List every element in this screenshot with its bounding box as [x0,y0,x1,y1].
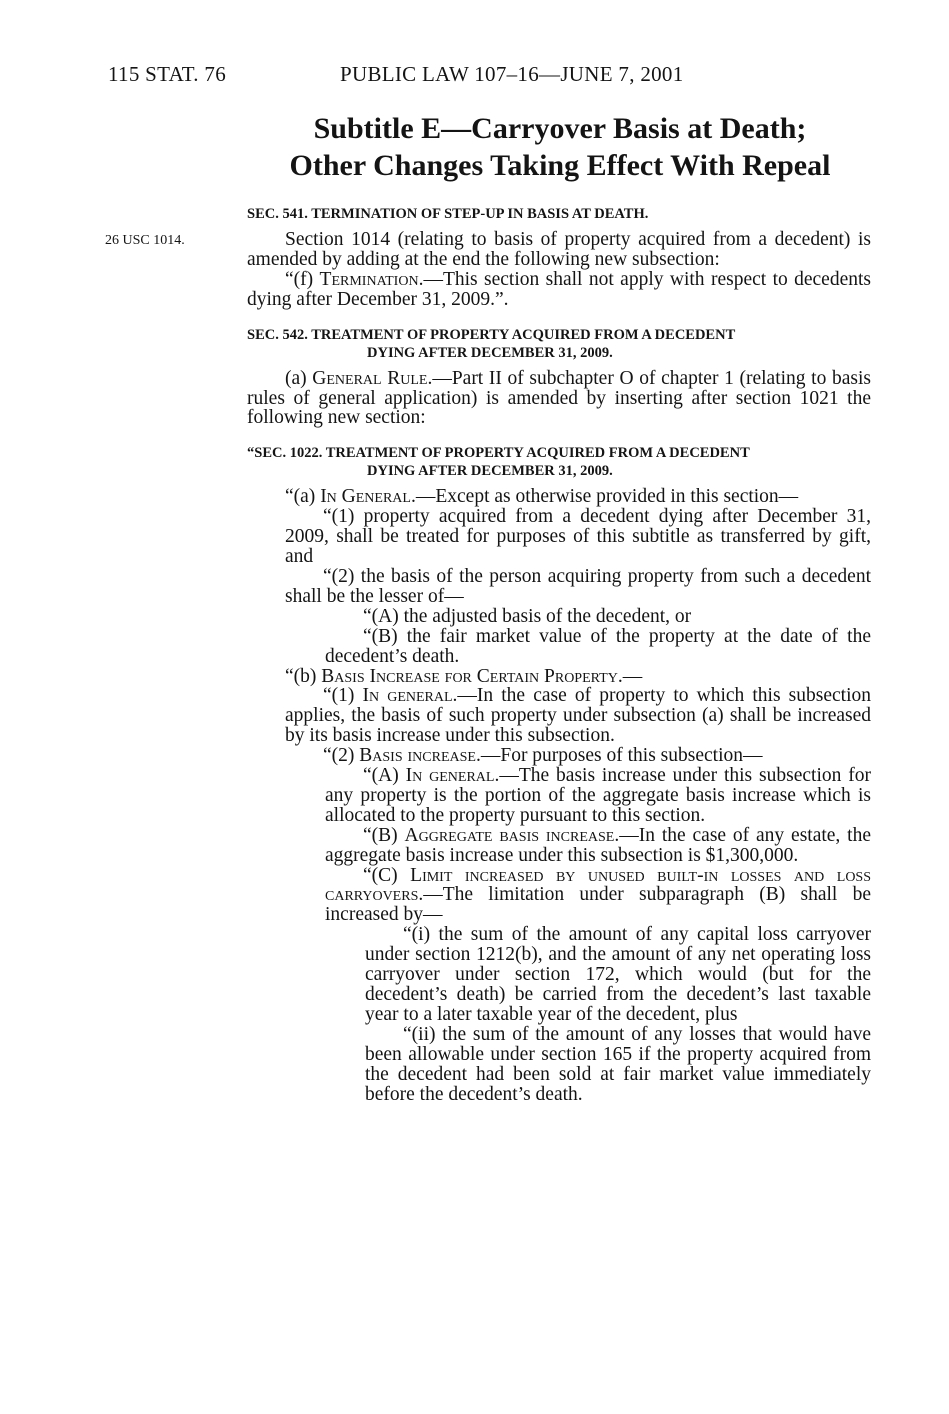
sec-1022-a-paragraph-2: “(2) the basis of the person acquiring property from such a decedent shall be the lesser of— [285,565,871,607]
sec-1022-heading [247,444,871,480]
b2B-text: .—In the case of any estate, the aggregate basis increase under this subsection is $1,300,000. [325,824,871,866]
subsection-f-prefix: “(f) [285,268,320,290]
b2B-heading: Aggregate basis increase [404,824,615,846]
b1-prefix: “(1) [323,685,363,707]
subtitle-line-1: Subtitle E—Carryover Basis at Death; [313,112,807,145]
sec-1022-b2C-clause-ii: “(ii) the sum of the amount of any losses that would have been allowable under section 165 if the property acquired from the decedent had been sold at fair market value immediately before the decedent’s death. [365,1023,871,1105]
subtitle-heading [240,110,880,184]
sec-1022-subsection-b [247,667,871,687]
sec-541-subsection-f [247,270,871,310]
b2B-prefix: “(B) [363,824,405,846]
sec-1022-a-text: .—Except as otherwise provided in this section— [410,486,799,508]
margin-note-usc: 26 USC 1014. [105,233,185,248]
sec-542-heading [247,326,871,362]
b2-heading: Basis increase [359,745,476,767]
b2A-prefix: “(A) [363,765,406,787]
sec-1022-b-paragraph-1 [247,686,871,746]
sec-541-paragraph: Section 1014 (relating to basis of property acquired from a decedent) is amended by adding at the end the following new subsection: [247,229,871,270]
sec-1022-b2-subparagraph-B [247,826,871,866]
sec-1022-a-heading: In General [320,486,411,508]
sec-1022-b2-subparagraph-C [247,866,871,926]
sec-1022-subsection-a [247,487,871,507]
sec-542-a-text: .—Part II of subchapter O of chapter 1 (relating to basis rules of general application) is amended by inserting after section 1021 the following new section: [247,367,871,429]
sec-542-heading-line-2: DYING AFTER DECEMBER 31, 2009. [367,344,613,361]
sec-542-a-heading: General Rule [312,367,428,389]
sec-1022-b-paragraph-2 [247,746,871,766]
document-body [247,205,871,1104]
sec-1022-heading-line-1: “SEC. 1022. TREATMENT OF PROPERTY ACQUIRED FROM A DECEDENT [247,445,750,462]
sec-1022-heading-line-2: DYING AFTER DECEMBER 31, 2009. [367,463,613,480]
sec-1022-b2C-clause-i: “(i) the sum of the amount of any capital loss carryover under section 1212(b), and the amount of any net operating loss carryover under section 172, which would (but for the decedent’s death) be carried from the decedent’s last taxable year to a later taxable year of the decedent, plus [365,924,871,1025]
b2C-prefix: “(C) [363,864,411,886]
sec-542-subsection-a [247,369,871,429]
sec-1022-b-prefix: “(b) [285,665,322,687]
stat-page-number: 115 STAT. 76 [108,62,227,86]
sec-542-heading-line-1: SEC. 542. TREATMENT OF PROPERTY ACQUIRED FROM A DECEDENT [247,326,736,343]
b2C-text: .—The limitation under subparagraph (B) shall be increased by— [325,884,871,926]
subsection-f-heading: Termination [319,268,419,290]
sec-541-heading: SEC. 541. TERMINATION OF STEP-UP IN BASIS AT DEATH. [247,206,649,222]
b2A-heading: In general [405,765,495,787]
b2-text: .—For purposes of this subsection— [475,745,763,767]
b2A-text: .—The basis increase under this subsection for any property is the portion of the aggregate basis increase which is allocated to the property pursuant to this section. [325,765,871,826]
sec-1022-a-subparagraph-B: “(B) the fair market value of the property at the date of the decedent’s death. [325,625,871,667]
b1-text: .—In the case of property to which this subsection applies, the basis of such property under subsection (a) shall be increased by its basis increase under this subsection. [285,685,871,747]
sec-1022-a-prefix: “(a) [285,486,321,508]
sec-1022-b-text: .— [617,665,643,687]
sec-1022-a-paragraph-1: “(1) property acquired from a decedent dying after December 31, 2009, shall be treated for purposes of this subtitle as transferred by gift, and [285,506,871,568]
sec-542-a-prefix: (a) [285,367,313,389]
sec-1022-a-subparagraph-A: “(A) the adjusted basis of the decedent, or [363,605,692,627]
subtitle-line-2: Other Changes Taking Effect With Repeal [289,149,831,182]
sec-1022-b2-subparagraph-A [247,766,871,826]
public-law-header: PUBLIC LAW 107–16—JUNE 7, 2001 [340,62,684,86]
subsection-f-text: .—This section shall not apply with respect to decedents dying after December 31, 2009.”. [247,268,872,310]
b1-heading: In general [362,685,453,707]
sec-1022-b-heading: Basis Increase for Certain Property [321,665,618,687]
b2C-heading: Limit increased by unused built-in losses and loss carryovers [325,864,871,906]
b2-prefix: “(2) [323,745,360,767]
